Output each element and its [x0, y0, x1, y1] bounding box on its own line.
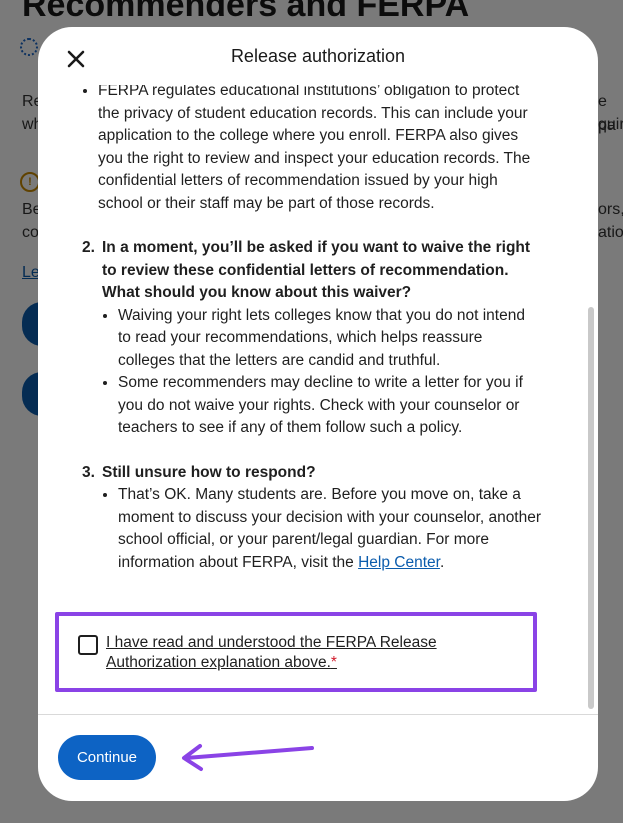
- waiver-section: [82, 237, 542, 440]
- section-heading: In a moment, you’ll be asked if you want to waive the right to review these confidential letters of recommendation. What should you know about this waiver?: [102, 239, 531, 301]
- ferpa-checkbox[interactable]: [78, 635, 98, 655]
- footer-divider: [38, 714, 598, 715]
- continue-button[interactable]: Continue: [58, 735, 156, 780]
- ferpa-list: [82, 85, 542, 215]
- dialog-title: Release authorization: [230, 46, 406, 66]
- list-item: • FERPA regulates educational institutions’ obligation to protect the privacy of student education records. This can include your application to the college where you enroll. FERPA also gives you the right to review and inspect your education records. The confidential letters of recommendation issued by your high school or their staff may be part of those records.: [98, 85, 542, 215]
- checkbox-label[interactable]: [106, 633, 516, 673]
- scrollbar-thumb[interactable]: [588, 307, 594, 709]
- help-center-link[interactable]: Help Center: [358, 553, 440, 571]
- release-authorization-dialog: [38, 27, 598, 801]
- item-number: 2.: [82, 239, 95, 256]
- unsure-list: [102, 484, 542, 574]
- checkbox-label-text: I have read and understood the FERPA Release Authorization explanation above.: [106, 634, 437, 671]
- list-item: [118, 484, 542, 574]
- required-mark: *: [330, 654, 337, 671]
- sentence-period: .: [439, 553, 445, 571]
- unsure-section: [82, 462, 542, 575]
- annotation-arrow-icon: [178, 740, 318, 780]
- list-item: • Waiving your right lets colleges know that you do not intend to read your recommendations, which helps reassure colleges that the letters are candid and truthful.: [118, 305, 542, 373]
- waiver-list: [102, 305, 542, 440]
- list-item-text: That’s OK. Many students are. Before you move on, take a moment to discuss your decision with your counselor, another school official, or your parent/legal guardian. For more information about FERPA, visit the: [118, 486, 542, 571]
- list-item: • Some recommenders may decline to write a letter for you if you do not waive your rights. Check with your counselor or teachers to see if any of them follow such a policy.: [118, 372, 542, 440]
- item-number: 3.: [82, 463, 95, 481]
- dialog-header: [38, 27, 598, 85]
- section-heading: Still unsure how to respond?: [102, 463, 316, 481]
- dialog-content: [82, 85, 542, 574]
